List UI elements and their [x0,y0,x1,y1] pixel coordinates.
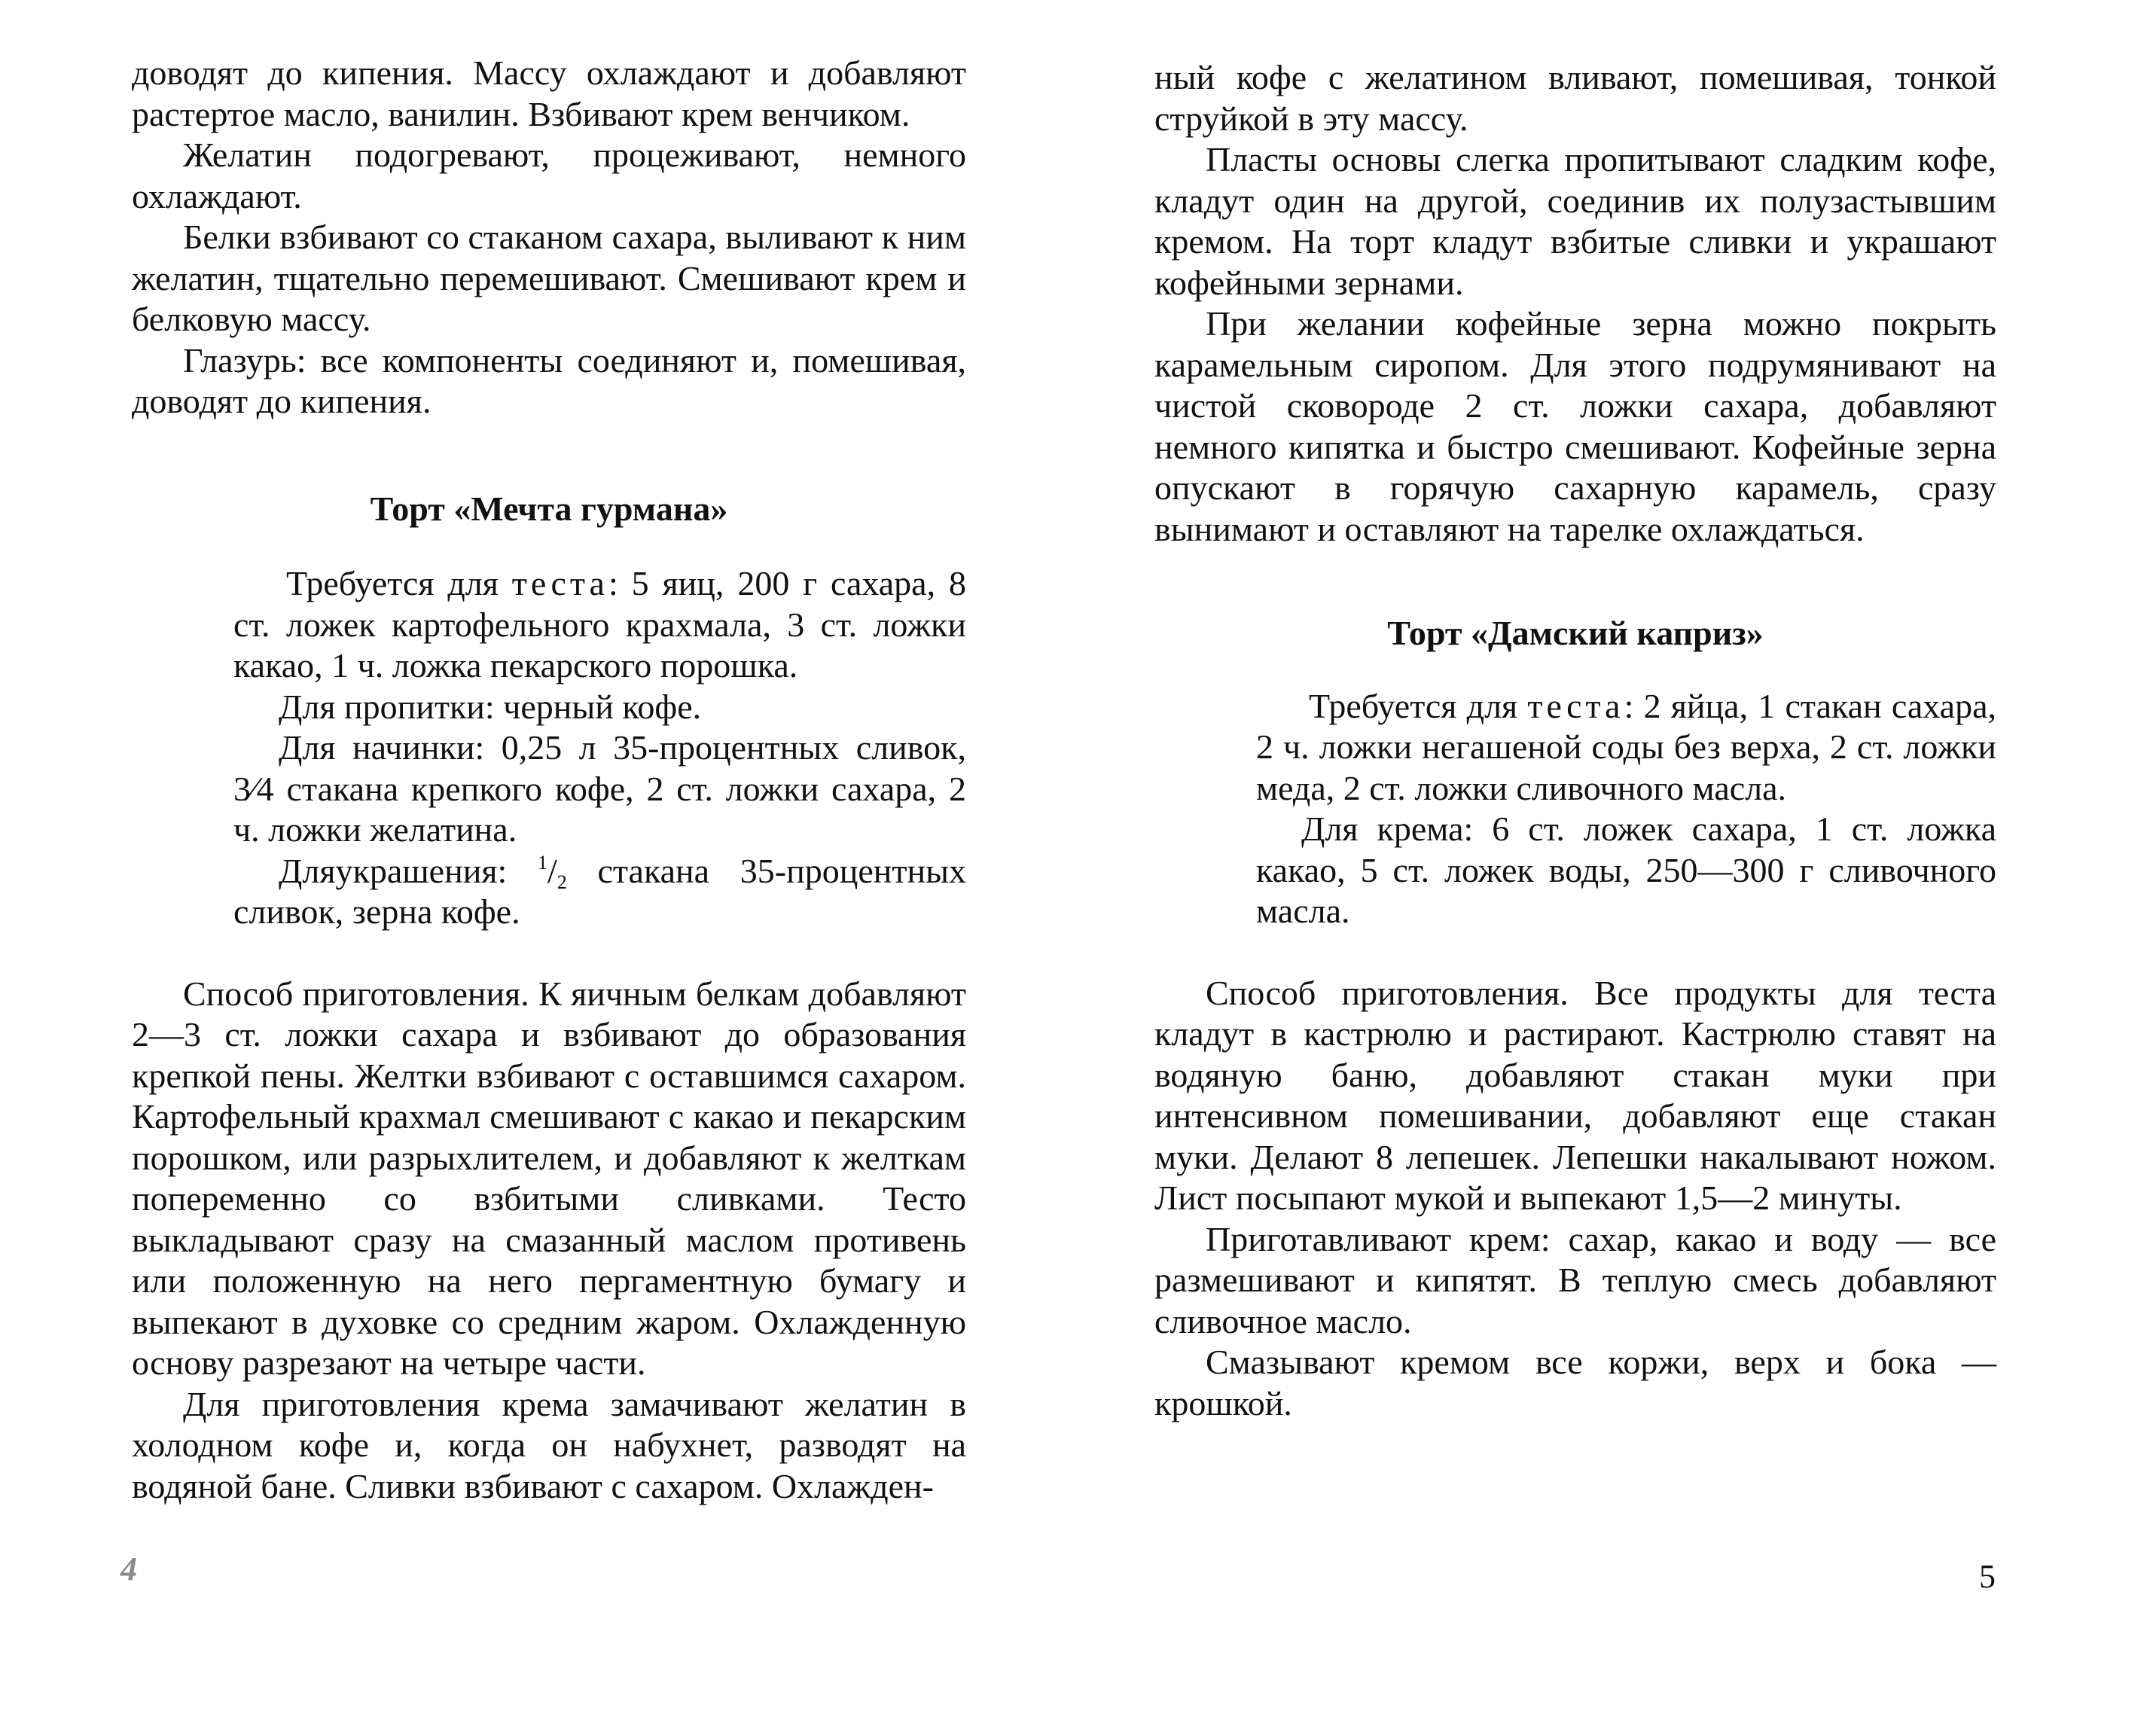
ingredient-line: Для крема: 6 ст. ложек сахара, 1 ст. ложка какао, 5 ст. ложек воды, 250—300 г сливочного масла. [1256,810,1996,930]
ingredient-line [233,563,966,687]
paragraph: Смазывают кремом все коржи, верх и бока — крошкой. [1154,1343,1996,1422]
ingredient-label: Дляукрашения: [279,851,538,890]
paragraph: Желатин подогревают, процеживают, немного охлаждают. [132,136,966,215]
recipe-title: Торт «Дамский каприз» [1387,614,1764,652]
paragraph: Для приготовления крема замачивают желатин в холодном кофе и, когда он набухнет, разводят на водяной бане. Сливки взбивают с сахаром. Охлажден- [132,1384,966,1505]
fraction-denominator: 2 [557,871,567,893]
ingredient-line: Для пропитки: черный кофе. [279,687,702,726]
ingredients-block [233,563,966,933]
ingredient-text: стакана 35-процентных сливок, зерна кофе. [233,851,966,931]
ingredient-text: : 5 яиц, 200 г сахара, 8 ст. ложек картофельного крахмала, 3 ст. ложки какао, 1 ч. ложка пекарского порошка. [233,564,966,685]
paragraph: При желании кофейные зерна можно покрыть карамельным сиропом. Для этого подрумянивают на чистой сковороде 2 ст. ложки сахара, добавляют немного кипятка и быстро смешивают. Кофейные зерна опускают в горячую сахарную карамель, сразу вынимают и оставляют на тарелке охлаждаться. [1154,304,1996,548]
paragraph: Глазурь: все компоненты соединяют и, помешивая, доводят до кипения. [132,340,966,420]
paragraph: Способ приготовления. К яичным белкам добавляют 2—3 ст. ложки сахара и взбивают до образования крепкой пены. Желтки взбивают с оставшимся сахаром. Картофельный крахмал смешивают с какао и пекарским порошком, или разрыхлителем, и добавляют к желткам попеременно со взбитыми сливками. Тесто выкладывают сразу на смазанный маслом противень или положенную на него пергаментную бумагу и выпекают в духовке со средним жаром. Охлажденную основу разрезают на четыре части. [132,974,966,1382]
ingredient-text: : 2 яйца, 1 стакан сахара, 2 ч. ложки негашеной соды без верха, 2 ст. ложки меда, 2 ст. ложки сливочного масла. [1256,686,1997,807]
fraction-numerator: 1 [537,851,547,874]
paragraph: Белки взбивают со стаканом сахара, выливают к ним желатин, тщательно перемешивают. Смешивают крем и белковую массу. [132,218,966,338]
ingredients-block [1256,686,1996,932]
ingredient-label: Требуется для [286,564,512,602]
ingredient-spaced-word: теста [511,564,608,602]
paragraph: Способ приготовления. Все продукты для теста кладут в кастрюлю и растирают. Кастрюлю ставят на водяную баню, добавляют стакан муки при интенсивном помешивании, добавляют еще стакан муки. Делают 8 лепешек. Лепешки накалывают ножом. Лист посыпают мукой и выпекают 1,5—2 минуты. [1154,973,1996,1217]
ingredient-line: Дляукрашения: $^1/_2$ стакана 35-процентных сливок, зерна кофе. [233,851,966,931]
right-page [1154,0,1996,1424]
paragraph: Пласты основы слегка пропитывают сладким кофе, кладут один на другой, соединив их полузастывшим кремом. На торт кладут взбитые сливки и украшают кофейными зернами. [1154,140,1996,302]
paragraph: Приготавливают крем: сахар, какао и воду — все размешивают и кипятят. В теплую смесь добавляют сливочное масло. [1154,1219,1996,1340]
ingredient-line [1256,686,1996,810]
ingredient-spaced-word: теста [1527,686,1624,725]
recipe-title: Торт «Мечта гурмана» [370,489,728,528]
page-number: 5 [1979,1558,1996,1595]
ingredient-label: Требуется для [1309,686,1528,725]
page-number: 4 [120,1551,137,1587]
ingredient-line: Для начинки: 0,25 л 35-процентных сливок, 3⁄4 стакана крепкого кофе, 2 ст. ложки сахара, 2 ч. ложки желатина. [233,728,966,849]
paragraph: ный кофе с желатином вливают, помешивая, тонкой струйкой в эту массу. [1154,58,1996,138]
paragraph: доводят до кипения. Массу охлаждают и добавляют растертое масло, ванилин. Взбивают крем венчиком. [132,53,966,133]
left-page [132,0,966,1507]
